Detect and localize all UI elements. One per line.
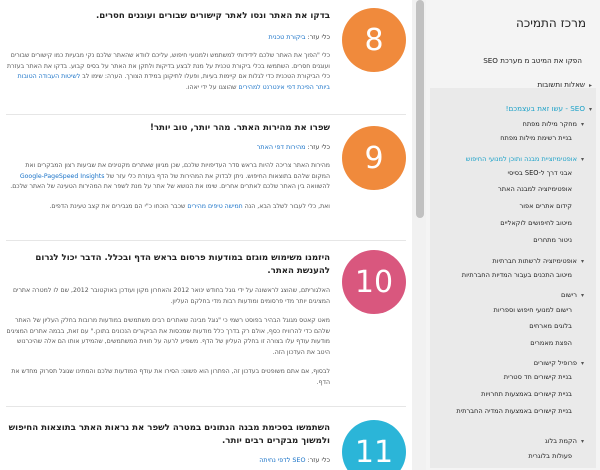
best-practices-link[interactable]: לשיטות העבודה הטובות ביותר bbox=[17, 73, 330, 91]
tip-tool-link[interactable]: מהירות דפי האתר bbox=[256, 143, 306, 151]
sidebar-item[interactable]: רישום למנועי חיפוש וספריות bbox=[493, 306, 572, 314]
tip-tool: כלי עזר: SEO לדפי נחיתה bbox=[259, 456, 330, 464]
sidebar-item[interactable]: ▾רישום bbox=[560, 291, 584, 299]
fast-pages-link[interactable]: הפיכת דפי אינטרנט למהירים bbox=[238, 83, 314, 91]
tip-tool-link[interactable]: ביקורת טכנית bbox=[268, 33, 306, 41]
sidebar-item[interactable]: בניית קישורים חד סטרית bbox=[503, 373, 572, 381]
sidebar-item[interactable]: אבני דרך ל-SEO בסיסי bbox=[507, 169, 572, 177]
tip-title: השתמשו בסכימת מבנה הנתונים במטרה לשפר את נראות האתר בתוצאות החיפוש ולמשוך מבקרים רבים יותר. bbox=[8, 423, 330, 446]
sidebar-item[interactable]: ▸שאלות ותשובות bbox=[537, 80, 592, 89]
scrollbar-thumb[interactable] bbox=[416, 0, 424, 218]
tip-10 bbox=[0, 244, 412, 410]
sidebar-title: מרכז התמיכה bbox=[516, 16, 586, 30]
tip-paragraph: כלי "הפוך את האתר שלכם לידידותי למשתמש ולמנועי חיפוש, עליכם לוודא שהאתר שלכם נקי מבעיות כמו קישורים שבורים ועוגנים חסרים. השתמשו בכלי ביקורת טכנית על מנת לבצע בדיקות ולתקן את האתר על בסיס קבוע. בדקו את האתר בעזרת כלי הביקורת הטכנית כדי לגלות אם קיימות בעיות, ופעלו לתיקונן במידת הצורך. הערה: שימו לב לשיטות העבודה הטובות ביותר הפיכת דפי אינטרנט למהירים שהוצגו על ידי יאהו. bbox=[7, 52, 330, 91]
divider bbox=[6, 114, 406, 115]
sidebar-item[interactable]: ▾אופטימיזציה לרשתות חברתיות bbox=[492, 257, 584, 265]
tip-number-badge: 10 bbox=[342, 250, 406, 314]
tip-paragraph: האלגוריתם, שהוצג לראשונה על ידי גוגל בחודש ינואר 2012 והאחרון מקון ועודכן באוקטובר 2012, שם לו למטרה אתרים המציגים יותר מדי פרסומים ומודעות רבות מדי בחלקם העליון. bbox=[12, 287, 330, 305]
sidebar-item-diy-seo[interactable]: ▾SEO - עשו זאת בעצמכם! bbox=[505, 104, 592, 113]
sidebar-item-structure-optimization[interactable]: ▾אופטימיזציית מבנה ותוכן למנועי החיפוש bbox=[465, 155, 584, 163]
tip-title: שפרו את מהירות האתר. מהר יותר, טוב יותר! bbox=[149, 123, 330, 133]
sidebar-item[interactable]: ▾הקמת בלוג bbox=[545, 437, 584, 445]
tip-title: בדקו את האתר ונסו לאתר קישורים שבורים ועוגנים חסרים. bbox=[96, 11, 330, 21]
five-tips-link[interactable]: חמישה טיפים מהירים bbox=[187, 202, 243, 210]
tip-number-badge: 8 bbox=[342, 8, 406, 72]
tip-tool: כלי עזר: ביקורת טכנית bbox=[268, 33, 330, 41]
sidebar-item[interactable]: בניית קישורים באמצעות המדיה החברתית bbox=[456, 407, 572, 415]
sidebar-item[interactable]: ניטור מתחרים bbox=[533, 236, 572, 244]
tip-title: היזמנו משימוש מוגזם במודעות פרסום בראש הדף ובכלל. הדבר יכול לגרום להענשת האתר. bbox=[35, 253, 330, 276]
sidebar-item[interactable]: אופטימיזציה למבנה האתר bbox=[498, 185, 572, 193]
sidebar-item[interactable]: בלוגים מארחים bbox=[529, 322, 572, 330]
sidebar-item[interactable]: קידום אתרים אפור bbox=[519, 202, 572, 210]
sidebar-item[interactable]: הפצת מאמרים bbox=[530, 339, 572, 347]
divider bbox=[6, 240, 406, 241]
tip-paragraph: ואת, כלי לעבור לשלב הבא, הנה חמישה טיפים מהירים שכבר הוכחו כ"י הם מגבירים את קצב טעינת הדפים. bbox=[49, 202, 330, 210]
sidebar-item[interactable]: ▾מחקר מילות מפתח bbox=[522, 120, 584, 128]
tip-paragraph: מהירות האתר צריכה להיות בראש סדר העדיפויות שלכם, שכן מגיוון שאתרים מקטינים את שביעות רצון המבקרים ואת המקום שלהם בתוצאות החיפוש. ניתן לבדוק את המהירות של הדף בעזרת כלי עזר של Google-PageSpeed Insights להשוואה בין האתר שלכם לאתרים אחרים. שימו את הנושא של אתר על מנת לשפר את המהירות הטעינה של האתר שלכם. bbox=[10, 162, 330, 190]
sidebar-item[interactable]: פעולות בלוגרית bbox=[528, 452, 572, 460]
sidebar-item[interactable]: ▾פרופיל קישורים bbox=[533, 359, 584, 367]
pagespeed-link[interactable]: Google-PageSpeed Insights bbox=[19, 172, 105, 180]
tip-tool-link[interactable]: SEO לדפי נחיתה bbox=[259, 456, 306, 464]
tip-paragraph: לבסוף, אם אתם משופטים בעדכון זה, הפתרון הוא פשוט: הסירו את עודף המודעות שלכם והמתינו שגוגל תסרוק מחדש את הדף. bbox=[11, 368, 330, 386]
tip-8 bbox=[0, 0, 412, 118]
tip-9 bbox=[0, 118, 412, 242]
sidebar-item[interactable]: הפקו את המיטב מ מערכת SEO bbox=[483, 56, 582, 65]
tip-tool: כלי עזר: מהירות דפי האתר bbox=[256, 143, 330, 151]
sidebar-item[interactable]: מיטוב התכנים בעבור המדיות החברתיות bbox=[461, 271, 572, 279]
tip-number-badge: 11 bbox=[342, 420, 406, 470]
divider bbox=[6, 406, 406, 407]
sidebar-item[interactable]: מיטוב לחיפושים לוקאליים bbox=[500, 219, 572, 227]
tip-paragraph: מאט קאטס מגוגל הבהיר בפוסט רשמי כי "גוגל מבינה שאתרים רבים משתמשים במודעות מרובות בחלק העליון של האתר שלהם כדי להרוויח כסף, אולם רק בדרך כלל מודעות שמכסות את הביקורים הנכונים בתוכן." עם זאת, בבמה אתרים המציגים מודעות עודף עלו בצורה זו בחלק העליון של הדף. משפיע לרעה על חווית המשתמשים, שהמידע אותו הם אלה שהיכרנוש היטב את העדכון הזה. bbox=[6, 317, 330, 356]
tip-number-badge: 9 bbox=[342, 126, 406, 190]
sidebar bbox=[426, 0, 600, 470]
sidebar-item[interactable]: בניית קישורים באמצעות תחרויות bbox=[481, 390, 572, 398]
sidebar-item[interactable]: בניית רשימת מילות מפתח bbox=[500, 134, 572, 142]
tip-11 bbox=[0, 410, 412, 470]
